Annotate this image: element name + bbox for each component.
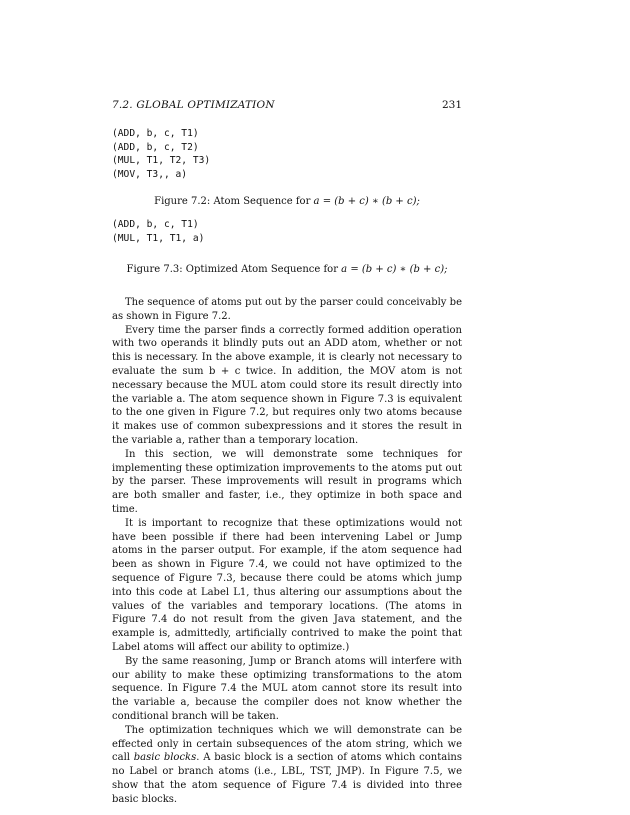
paragraph-text: The optimization techniques which we will demonstrate can be effected only in certain subsequences of the atom string, which we call — [112, 724, 462, 764]
paragraph-text: . A basic block is a section of atoms which contains no Label or branch atoms (i.e., LBL, TST, JMP). In Figure 7.5, we show that the atom sequence of Figure 7.4 is divided into three basic blocks. — [112, 752, 462, 805]
caption-text: Figure 7.2: Atom Sequence for — [154, 196, 314, 207]
code-line: (ADD, b, c, T2) — [112, 141, 199, 153]
figure-7-3-caption — [112, 263, 462, 277]
code-line: (MUL, T1, T1, a) — [112, 232, 205, 244]
figure-7-2-caption — [112, 195, 462, 209]
paragraph: The sequence of atoms put out by the parser could conceivably be as shown in Figure 7.2. — [112, 297, 462, 322]
paragraph — [112, 724, 462, 807]
page-number: 231 — [441, 99, 462, 111]
figure-7-2-code — [112, 127, 210, 181]
code-line: (ADD, b, c, T1) — [112, 219, 199, 230]
running-header — [112, 98, 462, 112]
code-line: (ADD, b, c, T1) — [112, 128, 199, 139]
term-basic-blocks: basic blocks — [133, 752, 197, 764]
paragraph: Every time the parser finds a correctly formed addition operation with two operands it blindly puts out an ADD atom, whether or not this is necessary. In the above example, it is clearly not necessary to evaluate the sum b + c twice. In addition, the MOV atom is not necessary because the MUL atom could store its result directly into the variable a. The atom sequence shown in Figure 7.3 is equivalent to the one given in Figure 7.2, but requires only two atoms because it makes use of common subexpressions and it stores the result in the variable a, rather than a temporary location. — [112, 324, 462, 446]
caption-math: a = (b + c) ∗ (b + c); — [313, 196, 420, 207]
code-line: (MOV, T3,, a) — [112, 168, 188, 180]
paragraph: In this section, we will demonstrate some techniques for implementing these optimization improvements to the atoms put out by the parser. These improvements will result in programs which are both smaller and faster, i.e., they optimize in both space and time. — [112, 448, 462, 515]
caption-math: a = (b + c) ∗ (b + c); — [341, 264, 448, 275]
section-title: 7.2. GLOBAL OPTIMIZATION — [112, 99, 275, 111]
code-line: (MUL, T1, T2, T3) — [112, 155, 211, 166]
paragraph: By the same reasoning, Jump or Branch atoms will interfere with our ability to make these optimizing transformations to the atom sequence. In Figure 7.4 the MUL atom cannot store its result into the variable a, because the compiler does not know whether the conditional branch will be taken. — [112, 655, 462, 722]
paragraph: It is important to recognize that these optimizations would not have been possible if there had been intervening Label or Jump atoms in the parser output. For example, if the atom sequence had been as shown in Figure 7.4, we could not have optimized to the sequence of Figure 7.3, because there could be atoms which jump into this code at Label L1, thus altering our assumptions about the values of the variables and temporary locations. (The atoms in Figure 7.4 do not result from the given Java statement, and the example is, admittedly, artificially contrived to make the point that Label atoms will affect our ability to optimize.) — [112, 517, 462, 653]
caption-text: Figure 7.3: Optimized Atom Sequence for — [126, 264, 342, 275]
body-text — [112, 296, 462, 806]
figure-7-3-code — [112, 218, 204, 245]
